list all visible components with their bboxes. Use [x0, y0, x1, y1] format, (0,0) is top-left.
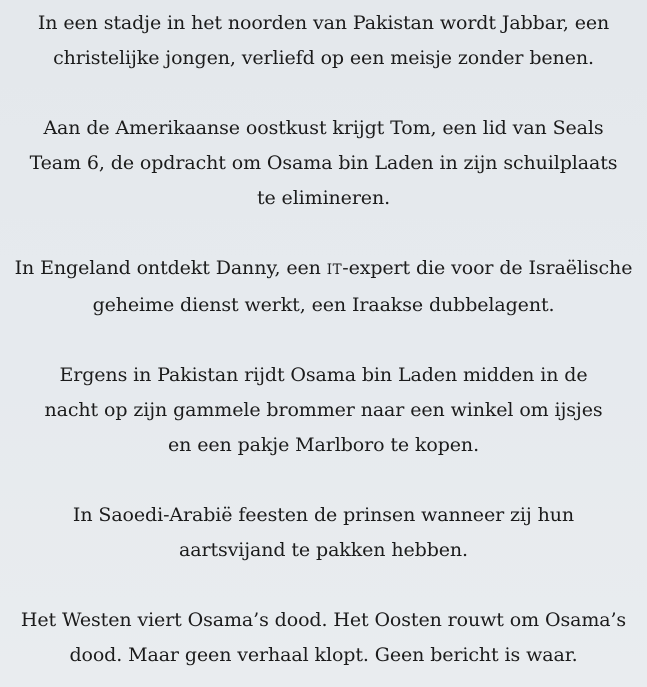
text-line: en een pakje Marlboro te kopen. [167, 434, 480, 456]
text-fragment: -expert die voor de Israëlische [342, 257, 633, 279]
paragraph-saudi [0, 498, 647, 568]
paragraph-danny [0, 251, 647, 323]
text-line: christelijke jongen, verliefd op een meisje zonder benen. [53, 47, 594, 69]
paragraph-tom [0, 111, 647, 216]
text-line: Het Westen viert Osama’s dood. Het Oosten rouwt om Osama’s [20, 609, 627, 631]
text-line: te elimineren. [256, 187, 391, 209]
text-line: Aan de Amerikaanse oostkust krijgt Tom, een lid van Seals [43, 117, 604, 139]
text-line: Team 6, de opdracht om Osama bin Laden in zijn schuilplaats [29, 152, 618, 174]
smallcaps-abbreviation: IT [326, 262, 343, 278]
text-line [0, 251, 647, 288]
paragraph-osama [0, 358, 647, 463]
text-line: In Saoedi-Arabië feesten de prinsen wanneer zij hun [72, 504, 575, 526]
text-line: aartsvijand te pakken hebben. [179, 539, 468, 561]
text-line: geheime dienst werkt, een Iraakse dubbelagent. [92, 294, 555, 316]
paragraph-west-east [0, 603, 647, 673]
text-line: Ergens in Pakistan rijdt Osama bin Laden midden in de [59, 364, 588, 386]
text-line: In een stadje in het noorden van Pakistan wordt Jabbar, een [37, 12, 610, 34]
text-line: nacht op zijn gammele brommer naar een winkel om ijsjes [44, 399, 603, 421]
text-fragment: In Engeland ontdekt Danny, een [14, 257, 327, 279]
paragraph-jabbar [0, 6, 647, 76]
text-line: dood. Maar geen verhaal klopt. Geen bericht is waar. [69, 644, 578, 666]
